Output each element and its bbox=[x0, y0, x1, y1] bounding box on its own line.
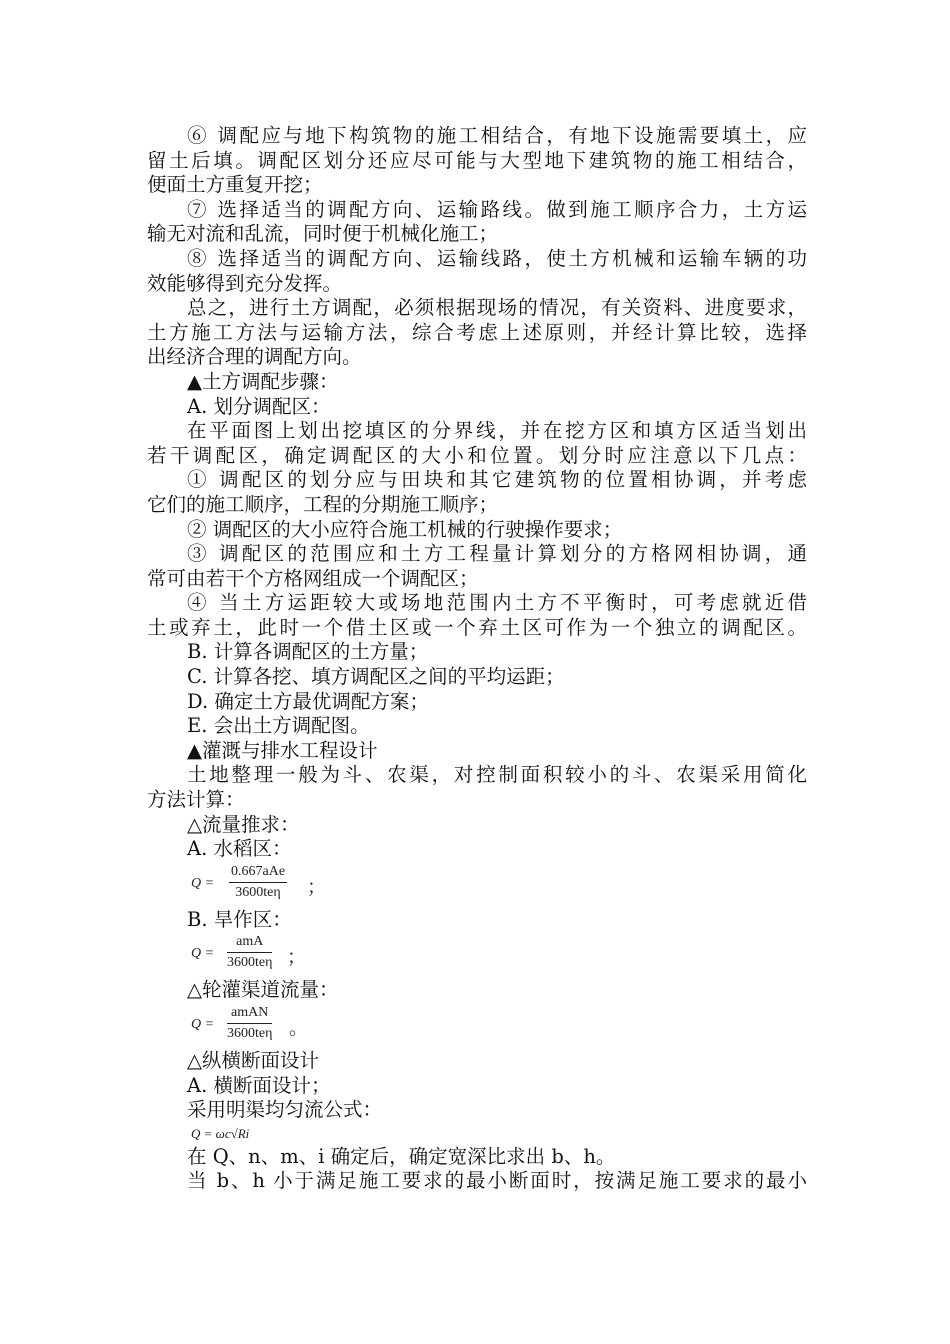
text-line: 输无对流和乱流，同时便于机械化施工； bbox=[147, 222, 499, 246]
text-line: ⑥ 调配应与地下构筑物的施工相结合，有地下设施需要填土，应 bbox=[187, 124, 807, 147]
formula-numerator: amAN bbox=[227, 1005, 272, 1024]
text-line: ⑦ 选择适当的调配方向、运输路线。做到施工顺序合力，土方运 bbox=[187, 197, 807, 221]
text-line: C. 计算各挖、填方调配区之间的平均运距； bbox=[187, 665, 565, 689]
formula-lhs: Q = bbox=[191, 1017, 215, 1032]
formula-denominator: 3600teη bbox=[227, 955, 273, 971]
text-line: E. 会出土方调配图。 bbox=[187, 714, 370, 738]
document-body bbox=[147, 124, 807, 1194]
formula-text: Q = ωc√Ri bbox=[191, 1125, 250, 1141]
formula-fraction bbox=[227, 1005, 272, 1042]
text-line: 总之，进行土方调配，必须根据现场的情况，有关资料、进度要求， bbox=[187, 296, 807, 320]
text-line: 留土后填。调配区划分还应尽可能与大型地下建筑物的施工相结合， bbox=[147, 148, 807, 172]
subsection-heading: △纵横断面设计 bbox=[187, 1049, 319, 1072]
text-line: B. 计算各调配区的土方量； bbox=[187, 640, 429, 664]
formula-lhs: Q = bbox=[191, 946, 215, 962]
formula-paddy bbox=[147, 862, 807, 908]
text-line: 在 Q、n、m、i 确定后，确定宽深比求出 b、h。 bbox=[187, 1144, 616, 1168]
text-line: ⑧ 选择适当的调配方向、运输线路，使土方机械和运输车辆的功 bbox=[187, 246, 807, 270]
formula-numerator: 0.667aAe bbox=[229, 864, 287, 883]
text-line: 常可由若干个方格网组成一个调配区； bbox=[147, 566, 479, 590]
text-line: D. 确定土方最优调配方案； bbox=[187, 689, 429, 713]
formula-tail: ； bbox=[307, 875, 327, 898]
text-line: 当 b、h 小于满足施工要求的最小断面时，按满足施工要求的最小 bbox=[187, 1169, 807, 1193]
formula-fraction bbox=[227, 934, 272, 971]
text-line: A. 水稻区： bbox=[187, 837, 292, 861]
text-line: 土或弃土，此时一个借土区或一个弃土区可作为一个独立的调配区。 bbox=[147, 615, 807, 639]
text-line: ③ 调配区的范围应和土方工程量计算划分的方格网相协调，通 bbox=[187, 542, 807, 566]
text-line: A. 划分调配区： bbox=[187, 394, 331, 418]
text-line: 在平面图上划出挖填区的分界线，并在挖方区和填方区适当划出 bbox=[187, 419, 807, 443]
text-line: 采用明渠均匀流公式： bbox=[187, 1098, 383, 1122]
formula-rotation bbox=[147, 1003, 807, 1049]
text-line: 若干调配区，确定调配区的大小和位置。划分时应注意以下几点： bbox=[147, 443, 807, 467]
formula-dry bbox=[147, 932, 807, 978]
subsection-heading: △轮灌渠道流量： bbox=[187, 978, 339, 1002]
text-line: 效能够得到充分发挥。 bbox=[147, 271, 343, 295]
text-line: B. 旱作区： bbox=[187, 907, 292, 931]
formula-lhs: Q = bbox=[191, 875, 215, 891]
text-line: 它们的施工顺序，工程的分期施工顺序； bbox=[147, 492, 499, 516]
formula-uniform-flow bbox=[147, 1123, 807, 1145]
text-line: ① 调配区的划分应与田块和其它建筑物的位置相协调，并考虑 bbox=[187, 468, 807, 492]
text-line: 土地整理一般为斗、农渠，对控制面积较小的斗、农渠采用简化 bbox=[187, 763, 807, 787]
formula-numerator: amA bbox=[227, 934, 272, 953]
formula-denominator: 3600teη bbox=[227, 1026, 273, 1041]
text-line: A. 横断面设计； bbox=[187, 1073, 331, 1097]
text-line: 出经济合理的调配方向。 bbox=[147, 345, 362, 369]
formula-fraction bbox=[229, 864, 287, 901]
formula-tail: ； bbox=[287, 946, 307, 969]
formula-denominator: 3600teη bbox=[235, 884, 281, 900]
section-heading: ▲土方调配步骤： bbox=[187, 369, 339, 393]
text-line: ② 调配区的大小应符合施工机械的行驶操作要求； bbox=[187, 517, 623, 541]
text-line: 土方施工方法与运输方法，综合考虑上述原则，并经计算比较，选择 bbox=[147, 320, 807, 344]
subsection-heading: △流量推求： bbox=[187, 812, 300, 836]
text-line: 便面土方重复开挖； bbox=[147, 173, 323, 197]
text-line: 方法计算： bbox=[147, 788, 245, 812]
section-heading: ▲灌溉与排水工程设计 bbox=[187, 738, 378, 762]
text-line: ④ 当土方运距较大或场地范围内土方不平衡时，可考虑就近借 bbox=[187, 591, 807, 615]
formula-tail: 。 bbox=[289, 1017, 309, 1039]
